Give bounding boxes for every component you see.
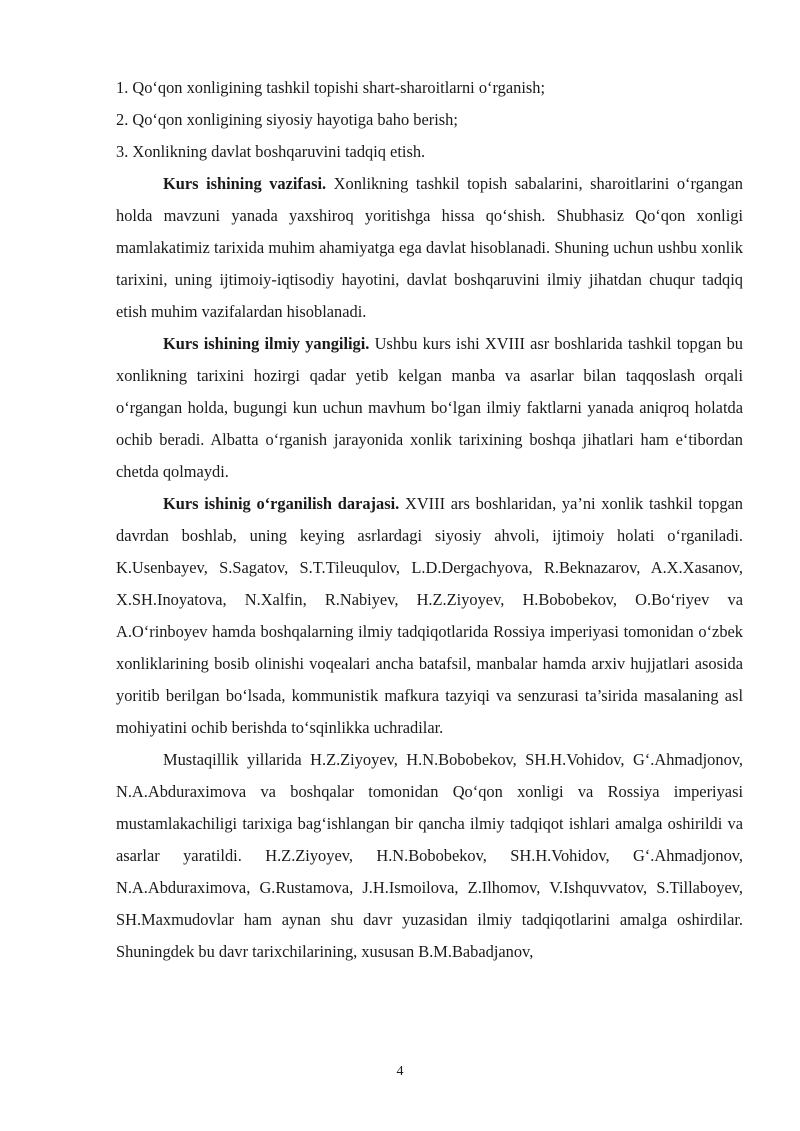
paragraph-study-level [116,488,743,744]
objective-item-1: 1. Qo‘qon xonligining tashkil topishi shart-sharoitlarni o‘rganish; [116,78,545,97]
paragraph-scientific-novelty [116,328,743,488]
objective-item-2: 2. Qo‘qon xonligining siyosiy hayotiga baho berish; [116,110,458,129]
document-page [116,72,743,968]
paragraph-text: Ushbu kurs ishi XVIII asr boshlarida tashkil topgan bu xonlikning tarixini hozirgi qadar yetib kelgan manba va asarlar bilan taqqoslash orqali o‘rgangan holda, bugungi kun uchun mavhum bo‘lgan ilmiy faktlarni yanada aniqroq holatda ochib beradi. Albatta o‘rganish jarayonida xonlik tarixining boshqa jihatlari ham e‘tibordan chetda qolmaydi. [116,334,743,481]
paragraph-text: Mustaqillik yillarida H.Z.Ziyoyev, H.N.Bobobekov, SH.H.Vohidov, G‘.Ahmadjonov, N.A.Abduraximova va boshqalar tomonidan Qo‘qon xonligi va Rossiya imperiyasi mustamlakachiligi tarixiga bag‘ishlangan bir qancha ilmiy tadqiqot ishlari amalga oshirildi va asarlar yaratildi. H.Z.Ziyoyev, H.N.Bobobekov, SH.H.Vohidov, G‘.Ahmadjonov, N.A.Abduraximova, G.Rustamova, J.H.Ismoilova, Z.Ilhomov, V.Ishquvvatov, S.Tillaboyev, SH.Maxmudovlar ham aynan shu davr yuzasidan ilmiy tadqiqotlarini amalga oshirdilar. Shuningdek bu davr tarixchilarining, xususan B.M.Babadjanov, [116,750,743,961]
paragraph-independence-years [116,744,743,968]
paragraph-heading: Kurs ishining vazifasi. [163,174,327,193]
paragraph-text: XVIII ars boshlaridan, ya’ni xonlik tashkil topgan davrdan boshlab, uning keying asrlardagi siyosiy ahvoli, ijtimoiy holati o‘rganiladi. K.Usenbayev, S.Sagatov, S.T.Tileuqulov, L.D.Dergachyova, R.Beknazarov, A.X.Xasanov, X.SH.Inoyatova, N.Xalfin, R.Nabiyev, H.Z.Ziyoyev, H.Bobobekov, O.Bo‘riyev va A.O‘rinboyev hamda boshqalarning ilmiy tadqiqotlarida Rossiya imperiyasi tomonidan o‘zbek xonliklarining bosib olinishi voqealari ancha batafsil, manbalar hamda arxiv hujjatlari asosida yoritib berilgan bo‘lsada, kommunistik mafkura tazyiqi va senzurasi ta’sirida masalaning asl mohiyatini ochib berishda to‘sqinlikka uchradilar. [116,494,743,737]
paragraph-course-tasks [116,168,743,328]
objective-item-3: 3. Xonlikning davlat boshqaruvini tadqiq etish. [116,142,426,161]
paragraph-text: Xonlikning tashkil topish sabalarini, sharoitlarini o‘rgangan holda mavzuni yanada yaxshiroq yoritishga hissa qo‘shish. Shubhasiz Qo‘qon xonligi mamlakatimiz tarixida muhim ahamiyatga ega davlat hisoblanadi. Shuning uchun ushbu xonlik tarixini, uning ijtimoiy-iqtisodiy hayotini, davlat boshqaruvini ilmiy jihatdan chuqur tadqiq etish muhim vazifalardan hisoblanadi. [116,174,743,321]
paragraph-heading: Kurs ishinig o‘rganilish darajasi. [163,494,400,513]
paragraph-heading: Kurs ishining ilmiy yangiligi. [163,334,370,353]
page-number: 4 [396,1064,404,1079]
